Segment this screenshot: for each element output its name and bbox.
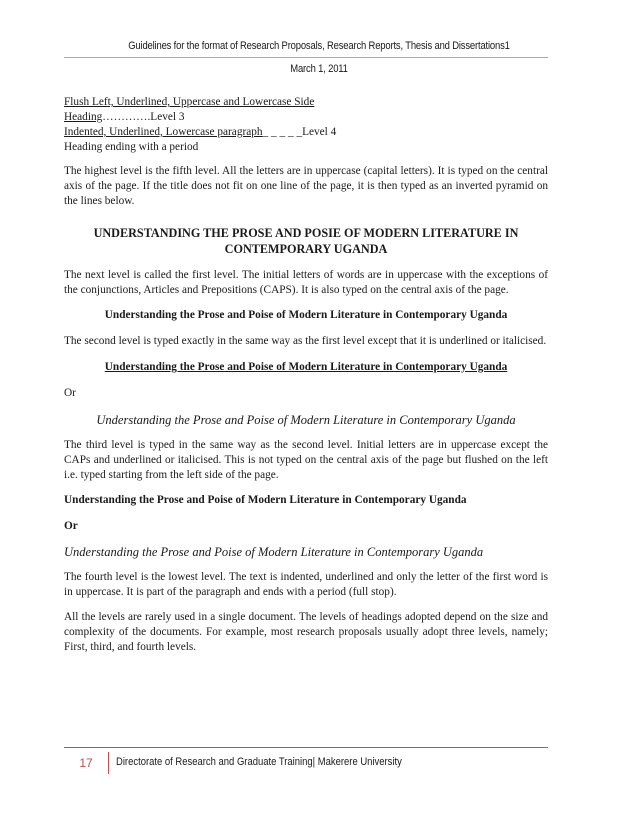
paragraph-fourth-level: The fourth level is the lowest level. The text is indented, underlined and only the letter of the first word is in uppercase. It is part of the paragraph and ends with a period (full stop). (64, 571, 548, 598)
header-rule (64, 57, 548, 58)
paragraph-second-level: The second level is typed exactly in the same way as the first level except that it is underlined or italicised. (64, 335, 547, 347)
or-separator-2: Or (64, 520, 78, 532)
footer-rule (64, 747, 548, 748)
title-centered-bold: Understanding the Prose and Poise of Modern Literature in Contemporary Uganda (104, 309, 508, 321)
level3-example-line1: Flush Left, Underlined, Uppercase and Lowercase Side (64, 96, 315, 108)
main-title-uppercase: UNDERSTANDING THE PROSE AND POSIE OF MODERN LITERATURE IN CONTEMPORARY UGANDA (93, 226, 519, 256)
title-left-italic: Understanding the Prose and Poise of Modern Literature in Contemporary Uganda (64, 545, 484, 559)
running-header-title: Guidelines for the format of Research Proposals, Research Reports, Thesis and Dissertations1 (128, 40, 510, 52)
paragraph-first-level: The next level is called the first level. The initial letters of words are in uppercase with the exceptions of the conjunctions, Articles and Prepositions (CAPS). It is also typed on the central axis of the page. (64, 269, 548, 296)
page-number: 17 (79, 756, 93, 770)
title-left-bold: Understanding the Prose and Poise of Modern Literature in Contemporary Uganda (64, 494, 467, 506)
or-separator-1: Or (64, 387, 76, 399)
footer-text: Directorate of Research and Graduate Training| Makerere University (116, 756, 402, 768)
level3-example-line2: Heading………….Level 3 (64, 111, 185, 123)
paragraph-third-level: The third level is typed in the same way as the second level. Initial letters are in uppercase except the CAPs and underlined or italicised. This is not typed on the central axis of the page but flushed on the left i.e. typed starting from the left side of the page. (64, 439, 548, 481)
title-centered-underlined: Understanding the Prose and Poise of Modern Literature in Contemporary Uganda (104, 361, 508, 373)
title-centered-italic: Understanding the Prose and Poise of Modern Literature in Contemporary Uganda (96, 413, 516, 427)
level4-example-line2: Heading ending with a period (64, 141, 199, 153)
paragraph-fifth-level: The highest level is the fifth level. All the letters are in uppercase (capital letters). It is typed on the central axis of the page. If the title does not fit on one line of the page, it is then typed as an inverted pyramid on the lines below. (64, 165, 548, 207)
running-header-date: March 1, 2011 (290, 63, 348, 75)
paragraph-levels-usage: All the levels are rarely used in a single document. The levels of headings adopted depend on the size and complexity of the documents. For example, most research proposals usually adopt three levels, namely; First, third, and fourth levels. (64, 611, 548, 653)
level4-example-line1: Indented, Underlined, Lowercase paragraph_ _ _ _ _Level 4 (64, 126, 337, 138)
page-body (64, 95, 548, 655)
